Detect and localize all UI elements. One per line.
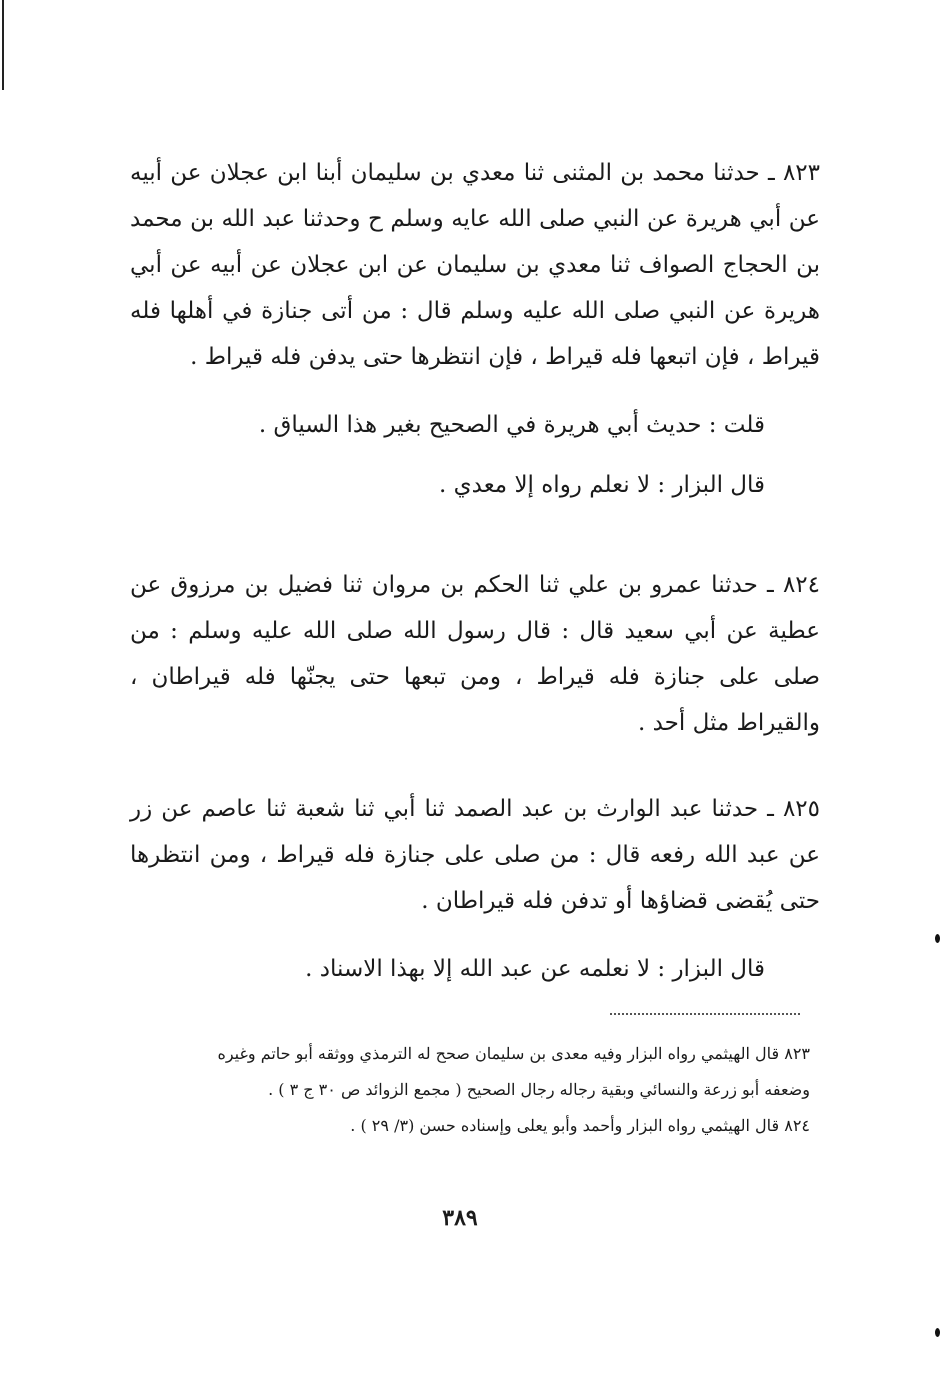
hadith-825: ٨٢٥ ـ حدثنا عبد الوارث بن عبد الصمد ثنا أبي ثنا شعبة ثنا عاصم عن زر عن عبد الله رفعه قال : من صلى على جنازة فله قيراط ، ومن انتظرها حتى يُقضى قضاؤها أو تدفن فله قيراطان .: [130, 796, 820, 914]
hadith-824: ٨٢٤ ـ حدثنا عمرو بن علي ثنا الحكم بن مروان ثنا فضيل بن مرزوق عن عطية عن أبي سعيد قال : قال رسول الله صلى الله عليه وسلم : من صلى على جنازة فله قيراط ، ومن تبعها حتى يجنّها فله قيراطان ، والقيراط مثل أحد .: [130, 572, 820, 736]
footnotes: [120, 1036, 810, 1144]
main-text: [130, 150, 820, 1006]
footnote-823: ٨٢٣ قال الهيثمي رواه البزار وفيه معدى بن سليمان صحح له الترمذي ووثقه أبو حاتم وغيره: [217, 1044, 810, 1063]
scan-edge-line: [2, 0, 4, 90]
scan-speck: [935, 1328, 940, 1337]
hadith-825-bazzar-note: قال البزار : لا نعلمه عن عبد الله إلا بهذا الاسناد .: [305, 956, 765, 982]
page-number: ٣٨٩: [442, 1205, 478, 1231]
footnote-824: ٨٢٤ قال الهيثمي رواه البزار وأحمد وأبو يعلى وإسناده حسن (٣/ ٢٩ ) .: [350, 1116, 810, 1135]
hadith-823-bazzar-note: قال البزار : لا نعلم رواه إلا معدي .: [439, 472, 765, 498]
hadith-823-note: قلت : حديث أبي هريرة في الصحيح بغير هذا السياق .: [258, 412, 765, 438]
hadith-823: ٨٢٣ ـ حدثنا محمد بن المثنى ثنا معدي بن سليمان أبنا ابن عجلان عن أبيه عن أبي هريرة عن النبي صلى الله عايه وسلم ح وحدثنا عبد الله بن محمد بن الحجاج الصواف ثنا معدي بن سليمان عن ابن عجلان عن أبيه عن أبي هريرة عن النبي صلى الله عليه وسلم قال : من أتى جنازة في أهلها فله قيراط ، فإن اتبعها فله قيراط ، فإن انتظرها حتى يدفن فله قيراط .: [130, 160, 820, 370]
footnote-823-continued: وضعفه أبو زرعة والنسائي وبقية رجاله رجال الصحيح ( مجمع الزوائد ص ٣٠ ج ٣ ) .: [268, 1080, 810, 1099]
footnote-divider: [610, 1013, 800, 1015]
scan-speck: [935, 934, 940, 943]
